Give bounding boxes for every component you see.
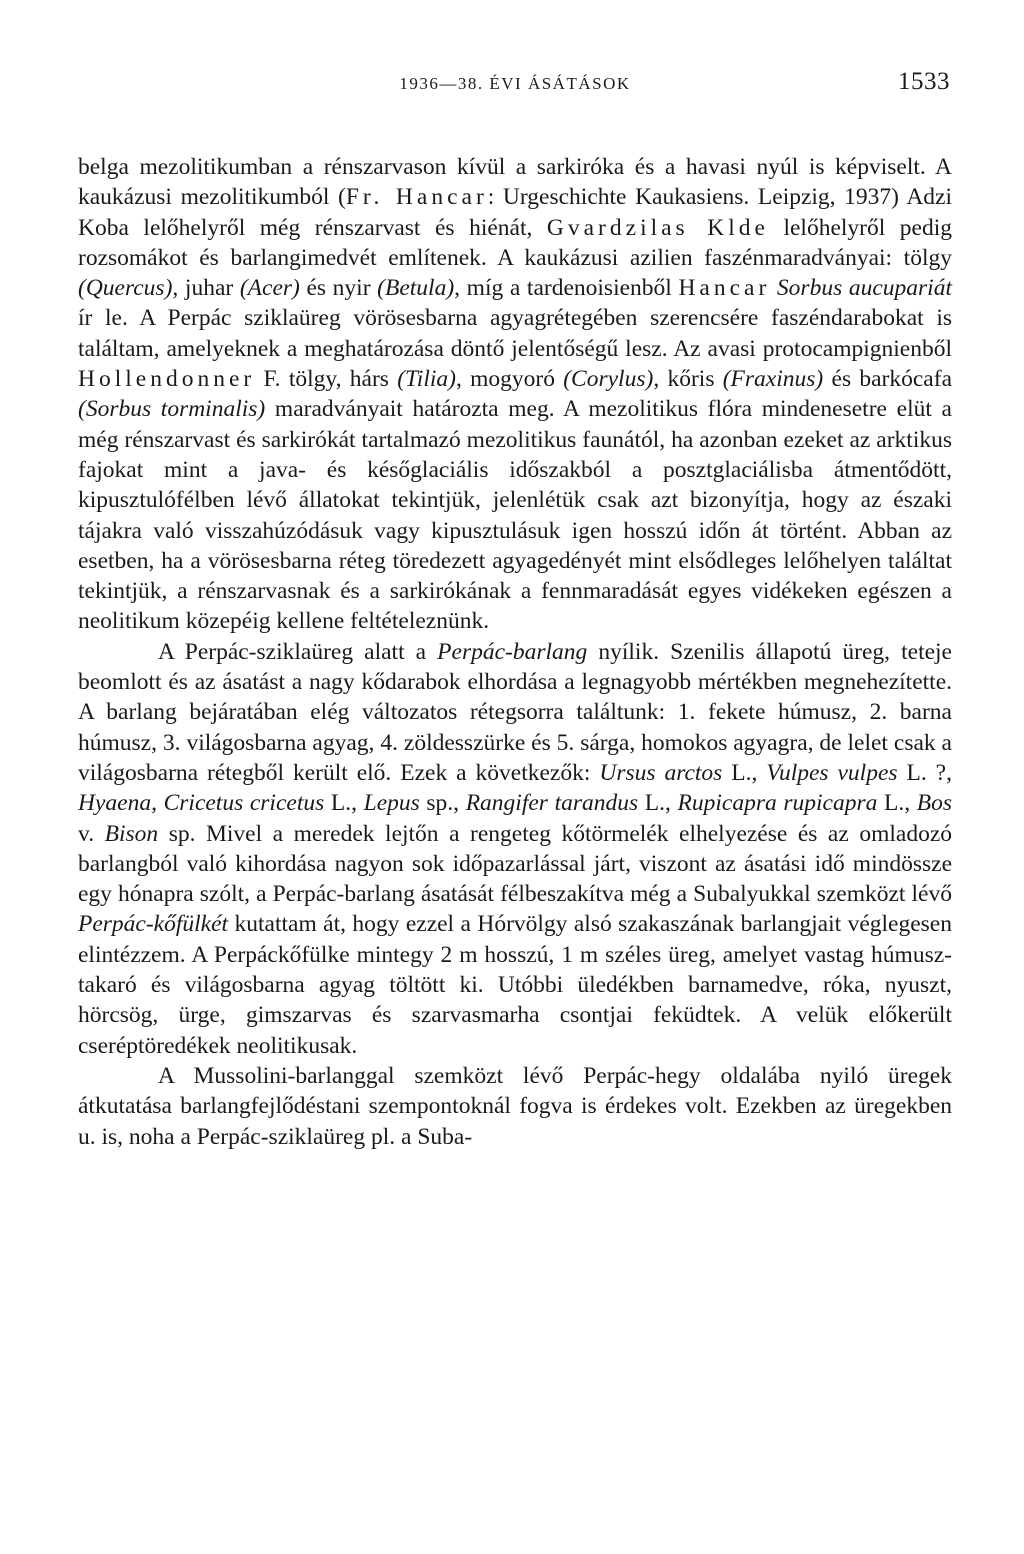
text-run: maradványait határozta meg. A mezolitikus flóra mindenesetre elüt a még rénszarvast és sarkirókát tartalmazó mezolitikus faunától, ha azonban ezeket az arktikus fajokat mint a java- és későglaciális időszakból a posztglaciálisba átmentődött, kipusztulófélben lévő állatokat tekintjük, jelenlétük csak azt bizonyítja, hogy az északi tájakra való visszahúzódásuk vagy kipusztulásuk igen hosszú időn át történt. Abban az esetben, ha a vörösesbarna réteg töredezett agyagedényét mint elsődleges lelőhelyen találtat tekintjük, a rénszarvasnak és a sarkirókának a fennmaradását egyes vidékeken egészen a neolitikum közepéig kellene feltételeznünk. [78, 396, 952, 635]
italic-term: Lepus [363, 790, 420, 817]
text-run: L., [638, 790, 678, 817]
text-run: L. ?, [897, 759, 952, 786]
italic-term: (Acer) [239, 275, 300, 302]
paragraph-3 [78, 1061, 952, 1152]
text-run: lelőhelyről pedig rozsomákot és barlangimedvét említenek. A kaukázusi azilien faszénmaradványai: tölgy [78, 214, 952, 271]
italic-term: (Corylus) [563, 366, 654, 393]
text-run: , mogyoró [455, 366, 564, 393]
text-run: sp., [419, 790, 466, 817]
italic-term: Rupicapra rupicapra [677, 790, 878, 817]
text-run: nyílik. Szenilis állapotú üreg, teteje beomlott és az ásatást a nagy kődarabok elhordása a legnagyobb mértékben megnehezítette. A barlang bejáratában elég változatos rétegsorra találtunk: 1. fekete húmusz, 2. barna húmusz, 3. világosbarna agyag, 4. zöldesszürke és 5. sárga, homokos agyagra, de lelet csak a világosbarna rétegből került elő. Ezek a következők: [78, 638, 952, 786]
author-name: Gvardzilas Klde [546, 214, 769, 241]
running-head-title: 1936—38. ÉVI ÁSÁTÁSOK [399, 74, 631, 93]
text-run: és barkócafa [823, 366, 952, 393]
italic-term: Ursus arctos [599, 759, 723, 786]
text-run: belga mezolitikumban a rénszarvason kívül a sarkiróka és a havasi nyúl is képviselt. A kaukázusi mezolitikumból ( [78, 154, 952, 211]
text-run: A Mussolini-barlanggal szemközt lévő Perpác-hegy oldalába nyiló üregek átkutatása barlangfejlődéstani szempontoknál fogva is érdekes volt. Ezekben az üregekben u. is, noha a Perpác-sziklaüreg pl. a Suba- [78, 1062, 952, 1150]
text-run: L., [722, 759, 767, 786]
italic-term: (Quercus) [78, 275, 173, 302]
author-name: Fr. Hancar [345, 184, 488, 211]
book-page [78, 66, 952, 1152]
paragraph-2 [78, 637, 952, 1061]
text-run: sp. Mivel a meredek lejtőn a rengeteg kőtörmelék elhelyezése és az omladozó barlangból való kihordása nagyon sok időpazarlással járt, viszont az ásatási idő mindössze egy hónapra szólt, a Perpác-barlang ásatását félbeszakítva még a Subalyukkal szemközt lévő [78, 820, 952, 908]
italic-term: Hyaena, Cricetus cricetus [78, 790, 325, 817]
italic-term: Bos [916, 790, 952, 817]
italic-term: Sorbus aucupariát [776, 275, 952, 302]
running-head [78, 66, 952, 106]
text-run: ír le. A Perpác sziklaüreg vörösesbarna agyagrétegében szerencsére faszéndarabokat is találtam, amelyeknek a meghatározása döntő jelentőségű lesz. Az avasi protocampignienből [78, 305, 952, 362]
author-name: Hollendonner [78, 366, 256, 393]
italic-term: (Fraxinus) [722, 366, 824, 393]
text-run: A Perpác-sziklaüreg alatt a [158, 638, 438, 665]
text-run: , míg a tardenoisienből [454, 275, 679, 302]
author-name: Hancar [678, 275, 771, 302]
italic-term: (Sorbus torminalis) [78, 396, 266, 423]
italic-term: Bison [104, 820, 159, 847]
text-run: kutattam át, hogy ezzel a Hórvölgy alsó szakaszának barlangjait véglegesen elintézzem. A Perpáckőfülke mintegy 2 m hosszú, 1 m széles üreg, amelyet vastag húmusztakaró és világosbarna agyag töltött ki. Utóbbi üledékben barnamedve, róka, nyuszt, hörcsög, ürge, gimszarvas és szarvasmarha csontjai feküdtek. A velük előkerült cseréptöredékek neolitikusak. [78, 911, 952, 1059]
text-run: F. tölgy, hárs [255, 366, 398, 393]
text-run: és nyir [299, 275, 378, 302]
italic-term: Vulpes vulpes [766, 759, 898, 786]
page-number: 1533 [898, 68, 950, 95]
text-run [770, 275, 777, 301]
paragraph-1 [78, 152, 952, 637]
body-text [78, 152, 952, 1152]
text-run: L., [877, 790, 917, 817]
italic-term: Rangifer tarandus [465, 790, 639, 817]
italic-term: (Betula) [377, 275, 455, 302]
text-run: : Urgeschichte Kaukasiens. Leipzig, 1937) Adzi Koba lelőhelyről még rénszarvast és hiénát, [78, 184, 952, 241]
italic-term: Perpác-barlang [437, 638, 588, 665]
text-run: , juhar [172, 275, 240, 302]
text-run: , kőris [653, 366, 723, 393]
italic-term: (Tilia) [397, 366, 456, 393]
text-run: v. [78, 820, 105, 847]
italic-term: Perpác-kőfülkét [78, 911, 229, 938]
text-run: L., [324, 790, 364, 817]
